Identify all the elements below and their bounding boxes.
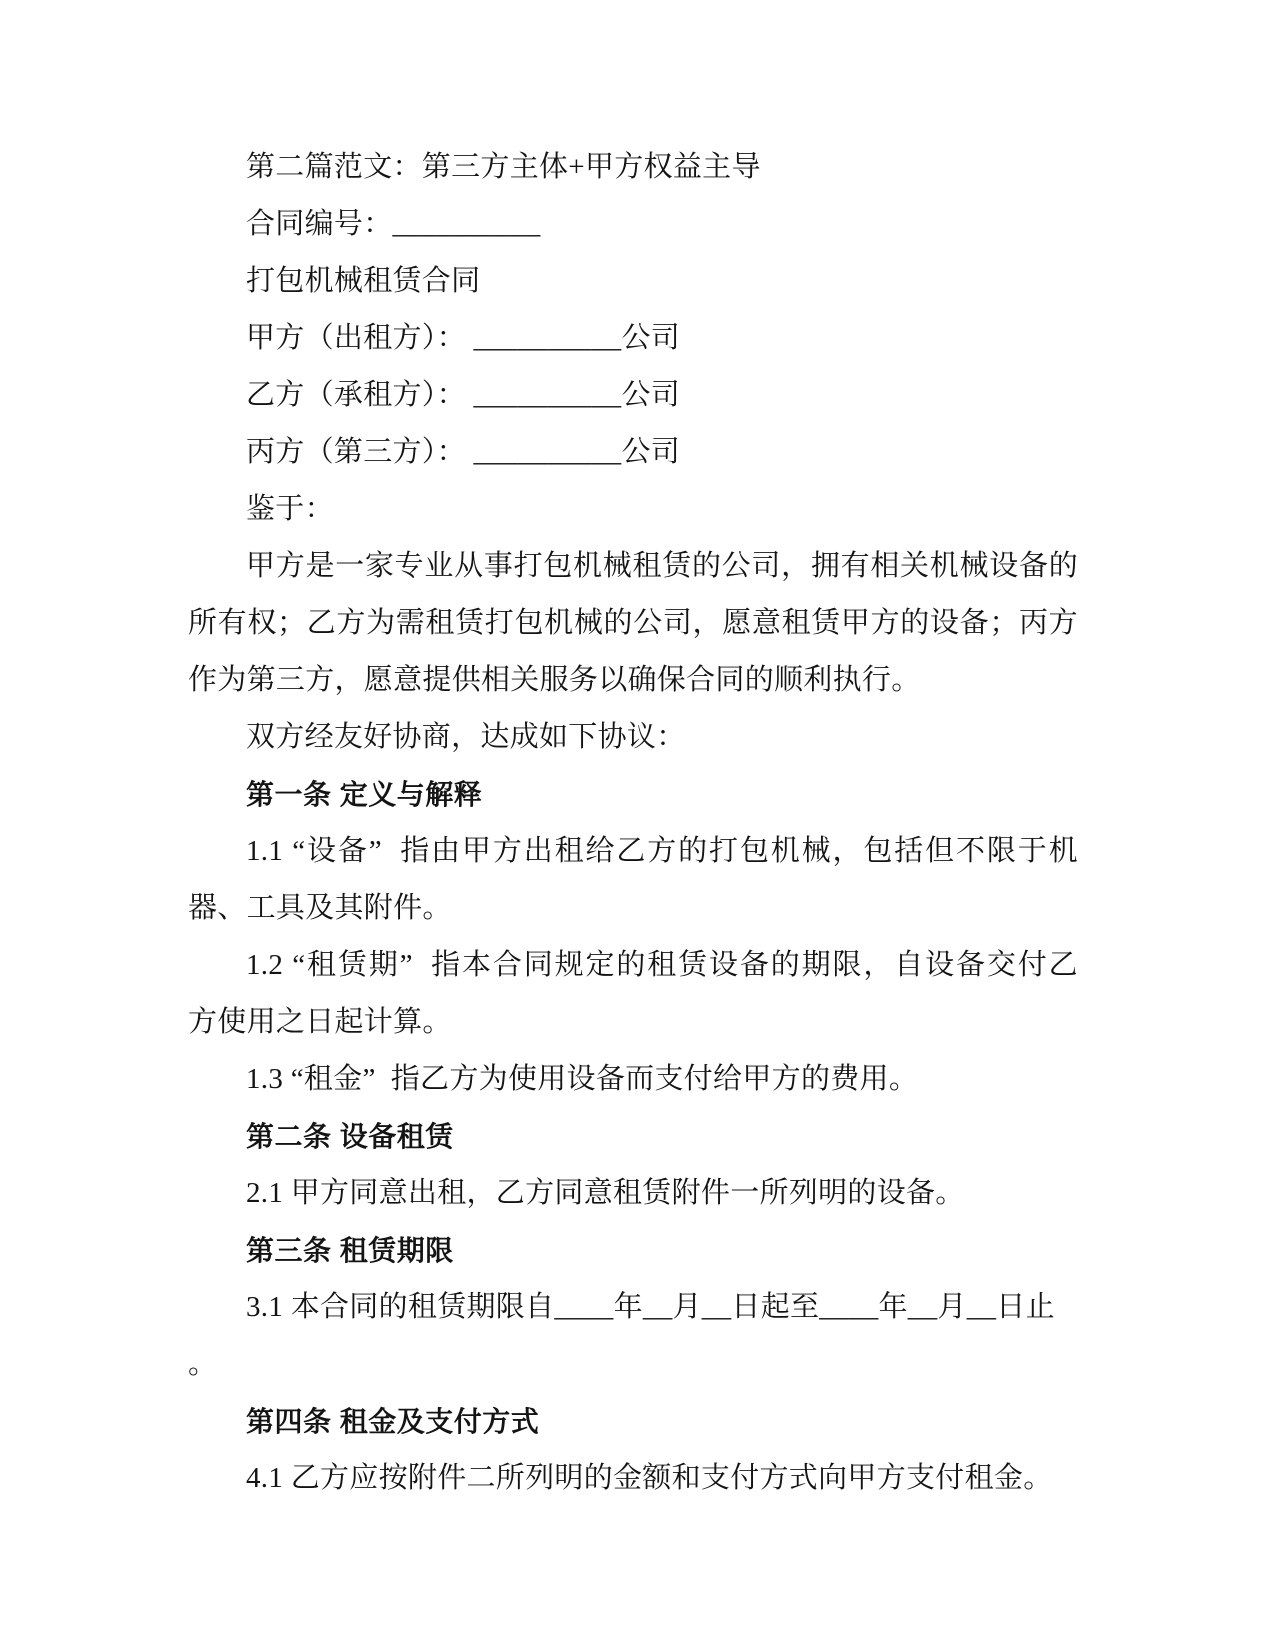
- clause-1-1-line-1: 1.1 “设备” 指由甲方出租给乙方的打包机械，包括但不限于机: [246, 835, 1078, 867]
- contract-number-line: 合同编号：__________: [246, 208, 541, 240]
- party-c-line: 丙方（第三方）： __________公司: [246, 436, 681, 468]
- party-b-line: 乙方（承租方）： __________公司: [246, 379, 681, 411]
- contract-title: 打包机械租赁合同: [246, 265, 481, 297]
- whereas-label: 鉴于：: [246, 493, 334, 525]
- section-1-heading: 第一条 定义与解释: [246, 779, 483, 810]
- clause-2-1-line: 2.1 甲方同意出租，乙方同意租赁附件一所列明的设备。: [246, 1177, 965, 1209]
- sample-heading: 第二篇范文：第三方主体+甲方权益主导: [246, 151, 761, 183]
- party-a-line: 甲方（出租方）： __________公司: [246, 322, 681, 354]
- recital-line-3: 作为第三方，愿意提供相关服务以确保合同的顺利执行。: [188, 664, 921, 696]
- clause-4-1-line: 4.1 乙方应按附件二所列明的金额和支付方式向甲方支付租金。: [246, 1462, 1053, 1494]
- section-3-heading: 第三条 租赁期限: [246, 1235, 454, 1266]
- clause-1-2-line-1: 1.2 “租赁期” 指本合同规定的租赁设备的期限，自设备交付乙: [246, 949, 1078, 981]
- recital-line-2: 所有权；乙方为需租赁打包机械的公司，愿意租赁甲方的设备；丙方: [188, 607, 1078, 639]
- clause-1-3-line: 1.3 “租金” 指乙方为使用设备而支付给甲方的费用。: [246, 1063, 919, 1095]
- recital-line-1: 甲方是一家专业从事打包机械租赁的公司，拥有相关机械设备的: [246, 550, 1078, 582]
- clause-1-1-line-2: 器、工具及其附件。: [188, 892, 452, 924]
- section-4-heading: 第四条 租金及支付方式: [246, 1406, 540, 1437]
- clause-3-1-line-2: 。: [188, 1348, 218, 1380]
- contract-document: [188, 139, 1078, 1507]
- clause-3-1-line-1: 3.1 本合同的租赁期限自____年__月__日起至____年__月__日止: [246, 1291, 1055, 1323]
- agreement-intro-line: 双方经友好协商，达成如下协议：: [246, 721, 686, 753]
- section-2-heading: 第二条 设备租赁: [246, 1121, 454, 1152]
- clause-1-2-line-2: 方使用之日起计算。: [188, 1006, 452, 1038]
